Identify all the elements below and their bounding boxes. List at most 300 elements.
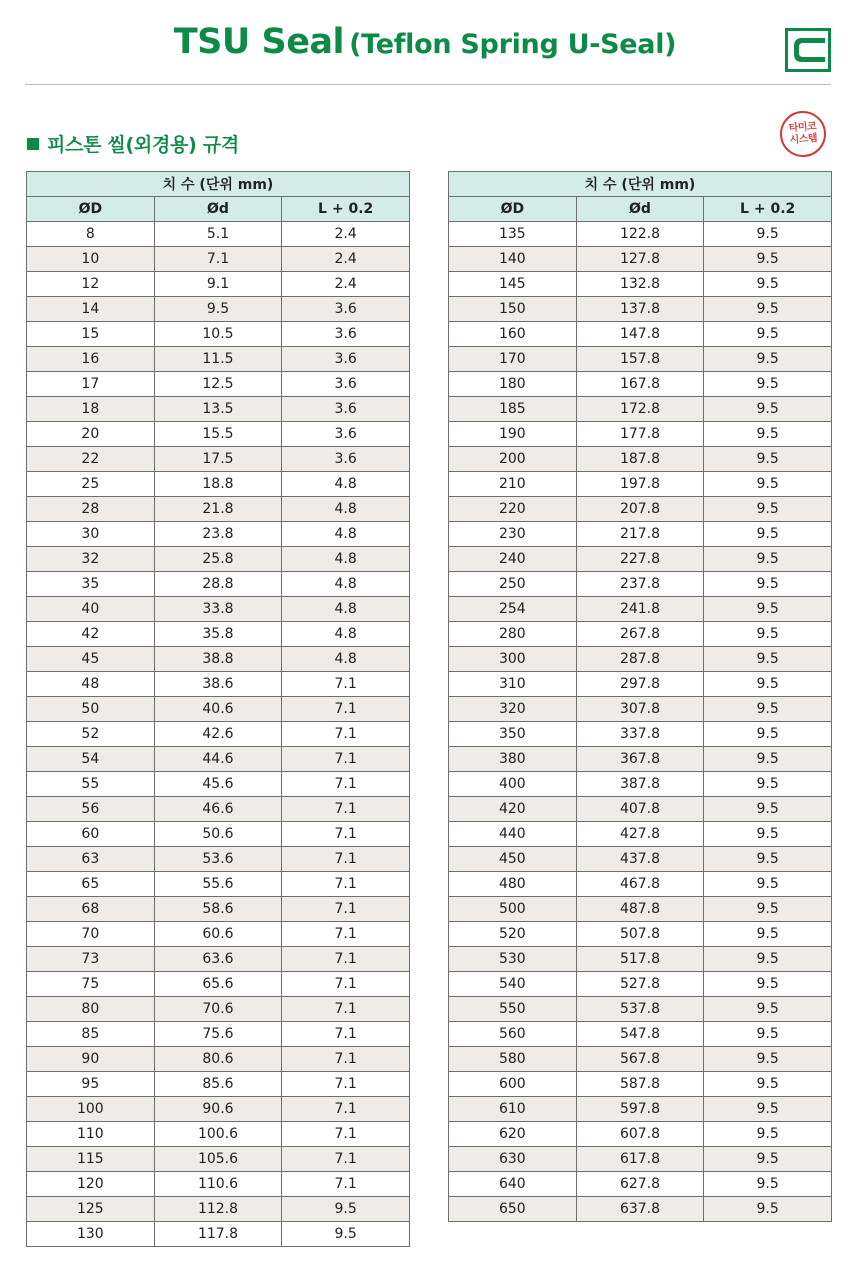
table-row: [27, 272, 410, 297]
cell-inner-diameter: 46.6: [154, 797, 282, 822]
table-row: [449, 1022, 832, 1047]
cell-length: 9.5: [704, 1197, 832, 1222]
cell-inner-diameter: 547.8: [576, 1022, 704, 1047]
cell-length: 7.1: [282, 1122, 410, 1147]
cell-inner-diameter: 63.6: [154, 947, 282, 972]
table-row: [27, 1172, 410, 1197]
table-row: [449, 1122, 832, 1147]
cell-inner-diameter: 9.5: [154, 297, 282, 322]
cell-inner-diameter: 23.8: [154, 522, 282, 547]
cell-inner-diameter: 137.8: [576, 297, 704, 322]
cell-outer-diameter: 63: [27, 847, 155, 872]
table-row: [27, 772, 410, 797]
table-row: [27, 497, 410, 522]
cell-length: 4.8: [282, 522, 410, 547]
cell-outer-diameter: 30: [27, 522, 155, 547]
cell-outer-diameter: 15: [27, 322, 155, 347]
cell-outer-diameter: 12: [27, 272, 155, 297]
cell-inner-diameter: 597.8: [576, 1097, 704, 1122]
cell-inner-diameter: 172.8: [576, 397, 704, 422]
cell-inner-diameter: 42.6: [154, 722, 282, 747]
cell-inner-diameter: 90.6: [154, 1097, 282, 1122]
cell-outer-diameter: 500: [449, 897, 577, 922]
table-row: [449, 722, 832, 747]
cell-length: 9.5: [704, 447, 832, 472]
col-header-inner-diameter: Ød: [576, 197, 704, 222]
cell-length: 9.5: [704, 597, 832, 622]
cell-inner-diameter: 487.8: [576, 897, 704, 922]
cell-length: 7.1: [282, 722, 410, 747]
cell-outer-diameter: 125: [27, 1197, 155, 1222]
cell-outer-diameter: 640: [449, 1172, 577, 1197]
cell-length: 9.5: [704, 697, 832, 722]
cell-inner-diameter: 407.8: [576, 797, 704, 822]
table-row: [449, 972, 832, 997]
page-title: [0, 22, 850, 62]
cell-inner-diameter: 38.8: [154, 647, 282, 672]
cell-length: 9.5: [704, 272, 832, 297]
table-row: [27, 1072, 410, 1097]
cell-outer-diameter: 220: [449, 497, 577, 522]
cell-inner-diameter: 13.5: [154, 397, 282, 422]
stamp-line1: 타미코: [788, 121, 817, 134]
cell-outer-diameter: 95: [27, 1072, 155, 1097]
cell-length: 7.1: [282, 922, 410, 947]
cell-outer-diameter: 32: [27, 547, 155, 572]
table-row: [27, 922, 410, 947]
cell-inner-diameter: 227.8: [576, 547, 704, 572]
cell-outer-diameter: 580: [449, 1047, 577, 1072]
cell-inner-diameter: 53.6: [154, 847, 282, 872]
cell-length: 7.1: [282, 1097, 410, 1122]
cell-length: 9.5: [704, 1122, 832, 1147]
cell-outer-diameter: 65: [27, 872, 155, 897]
cell-outer-diameter: 540: [449, 972, 577, 997]
table-row: [449, 322, 832, 347]
cell-inner-diameter: 147.8: [576, 322, 704, 347]
cell-inner-diameter: 18.8: [154, 472, 282, 497]
cell-length: 3.6: [282, 422, 410, 447]
cell-length: 9.5: [704, 647, 832, 672]
cell-length: 9.5: [704, 622, 832, 647]
cell-length: 9.5: [704, 222, 832, 247]
cell-length: 4.8: [282, 572, 410, 597]
cell-inner-diameter: 11.5: [154, 347, 282, 372]
table-row: [449, 797, 832, 822]
table-row: [27, 347, 410, 372]
cell-outer-diameter: 8: [27, 222, 155, 247]
spec-table-right: [448, 171, 832, 1222]
cell-length: 7.1: [282, 1172, 410, 1197]
table-row: [27, 447, 410, 472]
cell-length: 4.8: [282, 472, 410, 497]
table-row: [27, 722, 410, 747]
col-header-outer-diameter: ØD: [27, 197, 155, 222]
cell-inner-diameter: 112.8: [154, 1197, 282, 1222]
cell-outer-diameter: 22: [27, 447, 155, 472]
cell-length: 7.1: [282, 847, 410, 872]
cell-outer-diameter: 180: [449, 372, 577, 397]
cell-outer-diameter: 100: [27, 1097, 155, 1122]
table-row: [449, 922, 832, 947]
table-row: [27, 622, 410, 647]
cell-outer-diameter: 68: [27, 897, 155, 922]
cell-length: 7.1: [282, 747, 410, 772]
cell-inner-diameter: 297.8: [576, 672, 704, 697]
cell-inner-diameter: 187.8: [576, 447, 704, 472]
cell-length: 9.5: [704, 822, 832, 847]
table-row: [27, 547, 410, 572]
table-row: [449, 447, 832, 472]
table-row: [27, 297, 410, 322]
cell-length: 9.5: [704, 472, 832, 497]
cell-length: 9.5: [704, 1147, 832, 1172]
cell-length: 4.8: [282, 647, 410, 672]
cell-inner-diameter: 527.8: [576, 972, 704, 997]
cell-length: 9.5: [704, 847, 832, 872]
cell-inner-diameter: 307.8: [576, 697, 704, 722]
cell-outer-diameter: 48: [27, 672, 155, 697]
cell-inner-diameter: 80.6: [154, 1047, 282, 1072]
cell-length: 9.5: [704, 547, 832, 572]
cell-outer-diameter: 310: [449, 672, 577, 697]
cell-length: 7.1: [282, 822, 410, 847]
cell-length: 9.5: [704, 522, 832, 547]
cell-inner-diameter: 427.8: [576, 822, 704, 847]
table-row: [27, 672, 410, 697]
cell-outer-diameter: 17: [27, 372, 155, 397]
table-row: [27, 597, 410, 622]
cell-inner-diameter: 177.8: [576, 422, 704, 447]
cell-outer-diameter: 185: [449, 397, 577, 422]
cell-outer-diameter: 80: [27, 997, 155, 1022]
cell-length: 9.5: [704, 947, 832, 972]
table-row: [449, 897, 832, 922]
cell-outer-diameter: 350: [449, 722, 577, 747]
section-heading: [27, 130, 239, 157]
table-row: [27, 1197, 410, 1222]
cell-length: 2.4: [282, 222, 410, 247]
cell-inner-diameter: 467.8: [576, 872, 704, 897]
table-caption: 치 수 (단위 mm): [449, 172, 832, 197]
col-header-length: L + 0.2: [282, 197, 410, 222]
cell-inner-diameter: 28.8: [154, 572, 282, 597]
cell-inner-diameter: 507.8: [576, 922, 704, 947]
table-row: [27, 1147, 410, 1172]
cell-outer-diameter: 14: [27, 297, 155, 322]
cell-inner-diameter: 207.8: [576, 497, 704, 522]
col-header-length: L + 0.2: [704, 197, 832, 222]
cell-inner-diameter: 110.6: [154, 1172, 282, 1197]
cell-length: 9.5: [704, 497, 832, 522]
cell-inner-diameter: 15.5: [154, 422, 282, 447]
cell-inner-diameter: 55.6: [154, 872, 282, 897]
cell-outer-diameter: 40: [27, 597, 155, 622]
cell-outer-diameter: 550: [449, 997, 577, 1022]
cell-outer-diameter: 190: [449, 422, 577, 447]
table-row: [449, 347, 832, 372]
cell-outer-diameter: 210: [449, 472, 577, 497]
table-row: [27, 222, 410, 247]
cell-inner-diameter: 437.8: [576, 847, 704, 872]
cell-length: 7.1: [282, 1047, 410, 1072]
table-row: [449, 422, 832, 447]
cell-length: 9.5: [282, 1197, 410, 1222]
cell-outer-diameter: 240: [449, 547, 577, 572]
cell-inner-diameter: 100.6: [154, 1122, 282, 1147]
table-row: [27, 747, 410, 772]
cell-inner-diameter: 167.8: [576, 372, 704, 397]
table-row: [449, 522, 832, 547]
table-row: [449, 297, 832, 322]
table-caption-row: [449, 172, 832, 197]
table-row: [449, 597, 832, 622]
table-row: [449, 1147, 832, 1172]
cell-length: 9.5: [704, 422, 832, 447]
cell-outer-diameter: 440: [449, 822, 577, 847]
cell-outer-diameter: 620: [449, 1122, 577, 1147]
cell-outer-diameter: 520: [449, 922, 577, 947]
table-row: [27, 872, 410, 897]
cell-outer-diameter: 600: [449, 1072, 577, 1097]
table-row: [449, 672, 832, 697]
cell-outer-diameter: 200: [449, 447, 577, 472]
stamp-line2: 시스템: [789, 133, 818, 146]
cell-outer-diameter: 60: [27, 822, 155, 847]
cell-length: 9.5: [704, 872, 832, 897]
table-row: [449, 872, 832, 897]
cell-inner-diameter: 367.8: [576, 747, 704, 772]
cell-outer-diameter: 110: [27, 1122, 155, 1147]
cell-inner-diameter: 197.8: [576, 472, 704, 497]
cell-outer-diameter: 254: [449, 597, 577, 622]
cell-length: 9.5: [704, 572, 832, 597]
table-row: [449, 272, 832, 297]
seal-profile-icon: [785, 28, 831, 72]
cell-length: 7.1: [282, 997, 410, 1022]
cell-length: 9.5: [704, 897, 832, 922]
cell-outer-diameter: 140: [449, 247, 577, 272]
cell-outer-diameter: 115: [27, 1147, 155, 1172]
cell-outer-diameter: 420: [449, 797, 577, 822]
cell-length: 9.5: [704, 347, 832, 372]
cell-inner-diameter: 105.6: [154, 1147, 282, 1172]
table-header-row: [27, 197, 410, 222]
table-row: [449, 1047, 832, 1072]
cell-outer-diameter: 320: [449, 697, 577, 722]
table-row: [27, 372, 410, 397]
cell-outer-diameter: 45: [27, 647, 155, 672]
cell-outer-diameter: 75: [27, 972, 155, 997]
cell-length: 9.5: [282, 1222, 410, 1247]
table-row: [449, 772, 832, 797]
table-row: [449, 1197, 832, 1222]
table-row: [449, 472, 832, 497]
cell-outer-diameter: 16: [27, 347, 155, 372]
table-row: [27, 572, 410, 597]
cell-length: 2.4: [282, 272, 410, 297]
table-row: [449, 572, 832, 597]
cell-outer-diameter: 450: [449, 847, 577, 872]
cell-length: 4.8: [282, 547, 410, 572]
cell-length: 9.5: [704, 397, 832, 422]
table-row: [27, 897, 410, 922]
table-row: [449, 622, 832, 647]
table-row: [27, 422, 410, 447]
col-header-inner-diameter: Ød: [154, 197, 282, 222]
table-row: [27, 797, 410, 822]
cell-outer-diameter: 73: [27, 947, 155, 972]
cell-outer-diameter: 160: [449, 322, 577, 347]
cell-outer-diameter: 50: [27, 697, 155, 722]
table-row: [449, 1097, 832, 1122]
cell-length: 7.1: [282, 697, 410, 722]
cell-inner-diameter: 567.8: [576, 1047, 704, 1072]
title-main: TSU Seal: [173, 22, 345, 62]
table-row: [449, 247, 832, 272]
cell-inner-diameter: 70.6: [154, 997, 282, 1022]
cell-length: 9.5: [704, 1047, 832, 1072]
cell-inner-diameter: 9.1: [154, 272, 282, 297]
cell-outer-diameter: 35: [27, 572, 155, 597]
cell-inner-diameter: 85.6: [154, 1072, 282, 1097]
cell-outer-diameter: 145: [449, 272, 577, 297]
cell-outer-diameter: 90: [27, 1047, 155, 1072]
cell-inner-diameter: 65.6: [154, 972, 282, 997]
table-row: [449, 947, 832, 972]
table-row: [449, 1172, 832, 1197]
cell-outer-diameter: 130: [27, 1222, 155, 1247]
cell-outer-diameter: 630: [449, 1147, 577, 1172]
cell-inner-diameter: 587.8: [576, 1072, 704, 1097]
cell-length: 4.8: [282, 497, 410, 522]
cell-inner-diameter: 241.8: [576, 597, 704, 622]
cell-inner-diameter: 237.8: [576, 572, 704, 597]
cell-inner-diameter: 58.6: [154, 897, 282, 922]
cell-length: 9.5: [704, 297, 832, 322]
col-header-outer-diameter: ØD: [449, 197, 577, 222]
cell-inner-diameter: 287.8: [576, 647, 704, 672]
cell-inner-diameter: 12.5: [154, 372, 282, 397]
cell-length: 9.5: [704, 972, 832, 997]
cell-outer-diameter: 25: [27, 472, 155, 497]
cell-length: 9.5: [704, 322, 832, 347]
spec-table-left: [26, 171, 410, 1247]
table-row: [27, 522, 410, 547]
cell-outer-diameter: 280: [449, 622, 577, 647]
cell-length: 9.5: [704, 1097, 832, 1122]
cell-inner-diameter: 44.6: [154, 747, 282, 772]
cell-inner-diameter: 38.6: [154, 672, 282, 697]
cell-length: 3.6: [282, 397, 410, 422]
cell-inner-diameter: 127.8: [576, 247, 704, 272]
cell-outer-diameter: 54: [27, 747, 155, 772]
table-row: [27, 472, 410, 497]
table-row: [27, 1097, 410, 1122]
cell-inner-diameter: 157.8: [576, 347, 704, 372]
cell-outer-diameter: 230: [449, 522, 577, 547]
cell-length: 9.5: [704, 722, 832, 747]
cell-length: 9.5: [704, 1072, 832, 1097]
cell-length: 9.5: [704, 922, 832, 947]
table-caption-row: [27, 172, 410, 197]
cell-outer-diameter: 250: [449, 572, 577, 597]
table-row: [449, 372, 832, 397]
cell-inner-diameter: 122.8: [576, 222, 704, 247]
table-row: [449, 647, 832, 672]
cell-outer-diameter: 170: [449, 347, 577, 372]
cell-length: 9.5: [704, 747, 832, 772]
table-row: [449, 547, 832, 572]
cell-length: 3.6: [282, 297, 410, 322]
cell-outer-diameter: 52: [27, 722, 155, 747]
table-row: [449, 822, 832, 847]
cell-inner-diameter: 517.8: [576, 947, 704, 972]
cell-inner-diameter: 75.6: [154, 1022, 282, 1047]
cell-inner-diameter: 21.8: [154, 497, 282, 522]
cell-length: 9.5: [704, 247, 832, 272]
cell-inner-diameter: 33.8: [154, 597, 282, 622]
cell-inner-diameter: 60.6: [154, 922, 282, 947]
header-divider: [25, 84, 831, 85]
cell-length: 7.1: [282, 772, 410, 797]
table-row: [27, 997, 410, 1022]
cell-inner-diameter: 5.1: [154, 222, 282, 247]
cell-length: 3.6: [282, 447, 410, 472]
table-header-row: [449, 197, 832, 222]
cell-length: 7.1: [282, 797, 410, 822]
cell-inner-diameter: 267.8: [576, 622, 704, 647]
cell-length: 3.6: [282, 347, 410, 372]
table-row: [27, 247, 410, 272]
cell-length: 7.1: [282, 897, 410, 922]
cell-length: 3.6: [282, 322, 410, 347]
cell-outer-diameter: 400: [449, 772, 577, 797]
table-row: [27, 647, 410, 672]
cell-inner-diameter: 637.8: [576, 1197, 704, 1222]
cell-inner-diameter: 132.8: [576, 272, 704, 297]
cell-outer-diameter: 85: [27, 1022, 155, 1047]
cell-inner-diameter: 45.6: [154, 772, 282, 797]
table-row: [449, 697, 832, 722]
cell-inner-diameter: 7.1: [154, 247, 282, 272]
bullet-square-icon: [27, 138, 39, 150]
cell-length: 9.5: [704, 372, 832, 397]
table-row: [27, 1122, 410, 1147]
cell-inner-diameter: 627.8: [576, 1172, 704, 1197]
cell-outer-diameter: 560: [449, 1022, 577, 1047]
cell-outer-diameter: 20: [27, 422, 155, 447]
table-row: [27, 972, 410, 997]
cell-length: 7.1: [282, 1072, 410, 1097]
cell-inner-diameter: 35.8: [154, 622, 282, 647]
cell-inner-diameter: 387.8: [576, 772, 704, 797]
cell-length: 7.1: [282, 1147, 410, 1172]
table-caption: 치 수 (단위 mm): [27, 172, 410, 197]
cell-inner-diameter: 337.8: [576, 722, 704, 747]
table-row: [27, 697, 410, 722]
cell-length: 9.5: [704, 1172, 832, 1197]
table-row: [27, 1222, 410, 1247]
cell-length: 9.5: [704, 997, 832, 1022]
cell-length: 3.6: [282, 372, 410, 397]
cell-length: 7.1: [282, 1022, 410, 1047]
cell-outer-diameter: 150: [449, 297, 577, 322]
table-row: [449, 397, 832, 422]
cell-inner-diameter: 607.8: [576, 1122, 704, 1147]
company-stamp: [778, 109, 827, 158]
cell-outer-diameter: 120: [27, 1172, 155, 1197]
